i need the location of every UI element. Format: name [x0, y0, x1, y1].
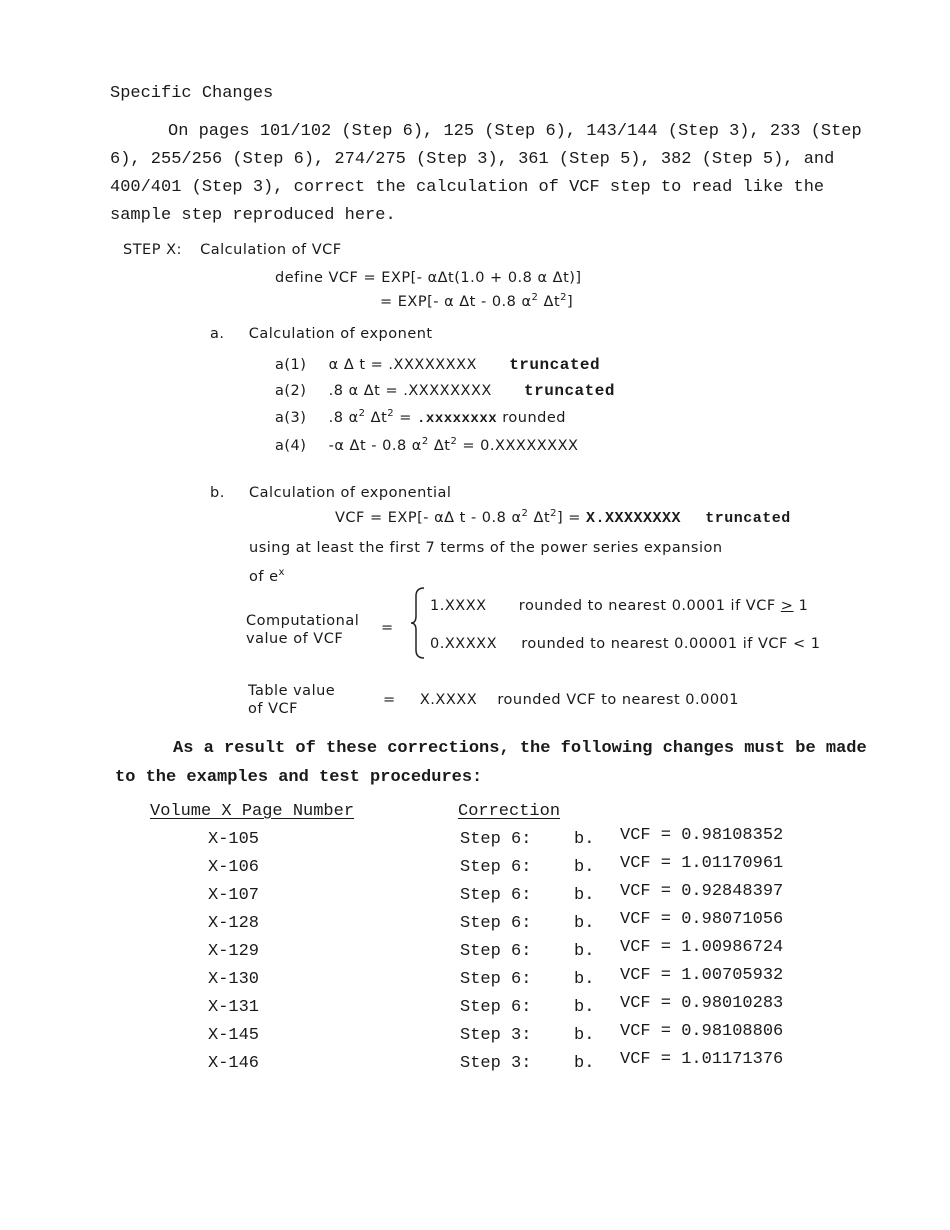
part-b-header [210, 485, 451, 501]
row-part: b. [574, 970, 595, 989]
row-step: Step 6: [460, 830, 532, 849]
row-step: Step 6: [460, 998, 532, 1017]
comp-row-1-value: 1.XXXX [430, 598, 487, 614]
a3-expr-post: = [394, 410, 418, 426]
comp-row-2-value: 0.XXXXX [430, 636, 498, 652]
computational-label [246, 612, 359, 648]
a3-sup2: 2 [387, 408, 395, 420]
a4-expr-mid: Δt [428, 438, 451, 454]
table-value-label-line-1: Table value [248, 683, 336, 699]
left-brace-icon [408, 586, 428, 660]
table-value-value: X.XXXX [419, 692, 478, 708]
a3-expr-pre: .8 α [328, 410, 359, 426]
computational-label-line-2: value of VCF [246, 631, 344, 647]
row-step: Step 3: [460, 1026, 532, 1045]
row-page: X-130 [208, 970, 260, 989]
part-a-header [210, 326, 433, 342]
row-page: X-106 [208, 858, 260, 877]
row-part: b. [574, 1026, 595, 1045]
intro-paragraph [110, 118, 870, 230]
part-b-label: b. [210, 485, 225, 501]
table-header-correction: Correction [458, 802, 561, 821]
define-line-2-sup2: 2 [560, 292, 568, 304]
step-label: STEP X: [123, 242, 182, 258]
define-line-1: define VCF = EXP[- αΔt(1.0 + 0.8 α Δt)] [275, 270, 582, 286]
a3-label: a(3) [275, 410, 307, 426]
part-b-eq-note: truncated [705, 510, 791, 527]
row-step: Step 6: [460, 886, 532, 905]
row-step: Step 6: [460, 914, 532, 933]
step-title: Calculation of VCF [200, 242, 342, 258]
row-vcf: VCF = 0.98108806 [620, 1022, 784, 1041]
row-part: b. [574, 914, 595, 933]
a2-row [275, 382, 615, 400]
a4-sup2: 2 [450, 436, 458, 448]
part-b-title: Calculation of exponential [249, 485, 452, 501]
row-part: b. [574, 998, 595, 1017]
row-page: X-105 [208, 830, 260, 849]
row-part: b. [574, 886, 595, 905]
a3-row [275, 410, 566, 427]
row-page: X-131 [208, 998, 260, 1017]
row-step: Step 6: [460, 970, 532, 989]
intro-paragraph-text: On pages 101/102 (Step 6), 125 (Step 6), 143/144 (Step 3), 233 (Step 6), 255/256 (Step 6), 274/275 (Step 3), 361 (Step 5), 382 (Step 5), and 400/401 (Step 3), correct the calculation of VCF step to read like the sample step reproduced here. [110, 122, 862, 225]
row-vcf: VCF = 0.92848397 [620, 882, 784, 901]
comp-row-1-end: 1 [798, 598, 809, 614]
row-step: Step 6: [460, 942, 532, 961]
result-paragraph [115, 734, 875, 792]
comp-row-1-text: rounded to nearest 0.0001 if VCF [518, 598, 776, 614]
a3-note: rounded [502, 410, 566, 426]
step-header [123, 242, 342, 258]
a2-note: truncated [524, 382, 615, 400]
a4-label: a(4) [275, 438, 307, 454]
part-b-equation [335, 510, 791, 527]
row-vcf: VCF = 1.00986724 [620, 938, 784, 957]
computational-label-line-1: Computational [246, 613, 360, 629]
part-b-eq-sup1: 2 [521, 508, 529, 520]
define-line-2-end: ] [567, 294, 574, 310]
left-brace [408, 586, 428, 660]
row-part: b. [574, 858, 595, 877]
a4-expr-post: = 0.XXXXXXXX [457, 438, 579, 454]
series-line-2-text: of e [249, 569, 279, 585]
a4-expr-pre: -α Δt - 0.8 α [328, 438, 422, 454]
section-heading: Specific Changes [110, 84, 274, 103]
part-b-eq-value: X.XXXXXXXX [586, 510, 682, 527]
a3-sup1: 2 [358, 408, 366, 420]
comp-row-2-text: rounded to nearest 0.00001 if VCF < 1 [521, 636, 821, 652]
computational-row-2 [430, 636, 820, 652]
table-header-page: Volume X Page Number [150, 802, 355, 821]
row-vcf: VCF = 0.98010283 [620, 994, 784, 1013]
part-b-eq-sup2: 2 [550, 508, 558, 520]
table-value-label [248, 682, 335, 718]
a2-expr: .8 α Δt = .XXXXXXXX [328, 383, 492, 399]
define-line-2 [380, 294, 573, 310]
a4-row [275, 438, 578, 454]
define-line-2-mid: Δt [538, 294, 561, 310]
row-vcf: VCF = 0.98108352 [620, 826, 784, 845]
table-value-label-line-2: of VCF [248, 701, 298, 717]
a1-row [275, 356, 600, 374]
a1-label: a(1) [275, 357, 307, 373]
define-line-2-sup: 2 [531, 292, 539, 304]
computational-row-1 [430, 598, 808, 614]
table-value-text: rounded VCF to nearest 0.0001 [497, 692, 740, 708]
row-page: X-128 [208, 914, 260, 933]
series-line-1: using at least the first 7 terms of the power series expansion [249, 540, 723, 556]
series-line-2-sup: x [278, 567, 285, 579]
row-vcf: VCF = 0.98071056 [620, 910, 784, 929]
part-b-eq-pre: VCF = EXP[- αΔ t - 0.8 α [335, 510, 522, 526]
row-part: b. [574, 942, 595, 961]
row-page: X-129 [208, 942, 260, 961]
define-line-2-text: = EXP[- α Δt - 0.8 α [380, 294, 532, 310]
row-part: b. [574, 1054, 595, 1073]
part-a-title: Calculation of exponent [248, 326, 433, 342]
a2-label: a(2) [275, 383, 307, 399]
part-a-label: a. [210, 326, 225, 342]
a3-expr-mid: Δt [365, 410, 388, 426]
row-step: Step 3: [460, 1054, 532, 1073]
table-value-equals: = [383, 692, 396, 708]
comp-row-1-op: > [780, 598, 794, 614]
row-step: Step 6: [460, 858, 532, 877]
result-paragraph-text: As a result of these corrections, the following changes must be made to the examples and test procedures: [115, 739, 867, 787]
a1-expr: α Δ t = .XXXXXXXX [328, 357, 477, 373]
part-b-eq-post: ] = [557, 510, 587, 526]
row-vcf: VCF = 1.00705932 [620, 966, 784, 985]
series-line-2 [249, 569, 285, 585]
computational-equals: = [381, 620, 394, 636]
part-b-eq-mid: Δt [528, 510, 551, 526]
a1-note: truncated [509, 356, 601, 374]
row-page: X-145 [208, 1026, 260, 1045]
row-part: b. [574, 830, 595, 849]
a3-value: .xxxxxxxx [417, 411, 498, 427]
row-vcf: VCF = 1.01171376 [620, 1050, 784, 1069]
a4-sup1: 2 [421, 436, 429, 448]
row-page: X-146 [208, 1054, 260, 1073]
row-vcf: VCF = 1.01170961 [620, 854, 784, 873]
table-value-row [383, 692, 739, 708]
row-page: X-107 [208, 886, 260, 905]
